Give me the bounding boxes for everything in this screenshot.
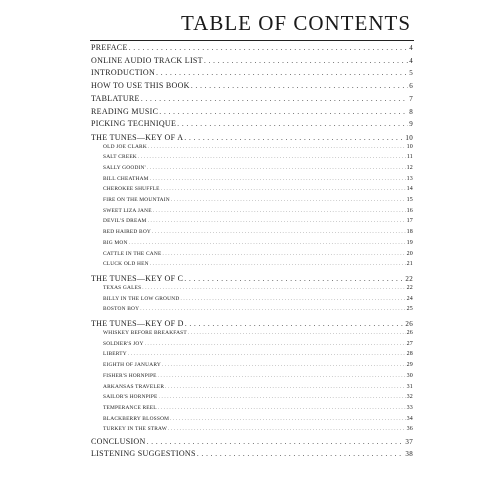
toc-page-number: 34	[406, 415, 413, 422]
dot-leader	[152, 229, 406, 235]
toc-tune-entry[interactable]	[91, 176, 413, 182]
dot-leader	[159, 107, 408, 116]
toc-entry-label: PREFACE	[91, 43, 128, 52]
toc-section-entry[interactable]	[91, 437, 413, 446]
dot-leader	[150, 261, 406, 267]
toc-page-number: 15	[406, 197, 413, 203]
toc-page-number: 9	[409, 120, 413, 129]
toc-tune-entry[interactable]	[91, 208, 413, 214]
toc-page-number: 24	[406, 295, 413, 302]
toc-entry-label: PICKING TECHNIQUE	[91, 119, 177, 129]
toc-page-number: 13	[406, 175, 413, 182]
toc-section-entry[interactable]	[91, 133, 413, 142]
toc-entry-label: BILL CHEATHAM	[103, 175, 149, 182]
dot-leader	[129, 240, 406, 246]
toc-entry-label: CLUCK OLD HEN	[103, 261, 149, 268]
toc-entry-label: WHISKEY BEFORE BREAKFAST	[103, 330, 187, 336]
toc-tune-entry[interactable]	[91, 362, 413, 368]
dot-leader	[191, 81, 408, 90]
toc-entry-label: SALT CREEK	[103, 154, 137, 161]
toc-page-number: 10	[406, 143, 413, 150]
toc-entry-label: READING MUSIC	[91, 106, 159, 116]
title-divider	[90, 40, 414, 41]
dot-leader	[197, 449, 405, 458]
toc-tune-entry[interactable]	[91, 373, 413, 379]
toc-entry-label: OLD JOE CLARK	[103, 143, 147, 150]
toc-entry-label: CHEROKEE SHUFFLE	[103, 186, 160, 193]
dot-leader	[184, 133, 404, 142]
toc-page-number: 22	[406, 285, 413, 291]
toc-page-number: 8	[409, 107, 413, 116]
toc-entry-label: HOW TO USE THIS BOOK	[91, 81, 190, 91]
dot-leader	[148, 218, 406, 224]
toc-page-number: 11	[406, 154, 413, 161]
toc-section-entry[interactable]	[91, 319, 413, 328]
toc-tune-entry[interactable]	[91, 306, 413, 312]
toc-entry-label: TABLATURE	[91, 93, 140, 103]
toc-page-number: 14	[406, 186, 413, 193]
toc-page-number: 33	[406, 404, 413, 411]
toc-entry-label: BOSTON BOY	[103, 306, 140, 313]
page-title: TABLE OF CONTENTS	[181, 11, 411, 35]
toc-section-entry[interactable]	[91, 94, 413, 103]
dot-leader	[168, 426, 406, 432]
toc-tune-entry[interactable]	[91, 341, 413, 347]
toc-tune-entry[interactable]	[91, 405, 413, 411]
toc-tune-entry[interactable]	[91, 285, 413, 291]
toc-page-number: 7	[409, 94, 413, 103]
toc-tune-entry[interactable]	[91, 394, 413, 400]
toc-entry-label: LIBERTY	[103, 351, 127, 358]
dot-leader	[171, 197, 406, 203]
toc-entry-label: RED HAIRED BOY	[103, 229, 152, 236]
dot-leader	[141, 94, 408, 103]
toc-entry-label: SAILOR'S HORNPIPE	[103, 394, 158, 401]
toc-page-number: 37	[405, 438, 413, 446]
toc-section-entry[interactable]	[91, 119, 413, 128]
toc-entry-label: BIG MON	[103, 239, 128, 246]
toc-entry-label: LISTENING SUGGESTIONS	[91, 449, 196, 458]
dot-leader	[162, 251, 405, 257]
dot-leader	[153, 208, 406, 214]
toc-tune-entry[interactable]	[91, 144, 413, 150]
dot-leader	[140, 306, 405, 312]
toc-entry-label: FIRE ON THE MOUNTAIN	[103, 197, 170, 203]
toc-tune-entry[interactable]	[91, 351, 413, 357]
toc-page-number: 25	[406, 306, 413, 313]
dot-leader	[177, 119, 408, 128]
dot-leader	[165, 384, 405, 390]
toc-tune-entry[interactable]	[91, 154, 413, 160]
dot-leader	[147, 437, 405, 446]
toc-page-number: 38	[405, 450, 413, 458]
toc-entry-label: CATTLE IN THE CANE	[103, 250, 162, 257]
toc-tune-entry[interactable]	[91, 296, 413, 302]
toc-tune-entry[interactable]	[91, 384, 413, 390]
dot-leader	[185, 319, 405, 328]
toc-tune-entry[interactable]	[91, 240, 413, 246]
toc-section-entry[interactable]	[91, 274, 413, 283]
toc-entry-label: TEXAS GALES	[103, 285, 142, 291]
toc-page-number: 26	[406, 330, 413, 336]
toc-tune-entry[interactable]	[91, 416, 413, 422]
dot-leader	[147, 165, 406, 171]
toc-section-entry[interactable]	[91, 449, 413, 458]
toc-page-number: 4	[409, 44, 413, 52]
toc-entry-label: INTRODUCTION	[91, 68, 156, 78]
toc-section-entry[interactable]	[91, 68, 413, 77]
dot-leader	[161, 186, 406, 192]
toc-page-number: 22	[405, 275, 413, 283]
toc-page-number: 20	[406, 250, 413, 257]
toc-page-number: 12	[406, 164, 413, 171]
toc-page-number: 30	[406, 372, 413, 379]
dot-leader	[158, 373, 406, 379]
dot-leader	[188, 330, 406, 336]
toc-entry-label: DEVIL'S DREAM	[103, 218, 147, 225]
dot-leader	[158, 405, 406, 411]
toc-entry-label: SALLY GOODIN'	[103, 164, 146, 171]
toc-entry-label: EIGHTH OF JANUARY	[103, 362, 161, 369]
toc-section-entry[interactable]	[91, 56, 413, 65]
toc-tune-entry[interactable]	[91, 218, 413, 224]
toc-tune-entry[interactable]	[91, 261, 413, 267]
toc-section-entry[interactable]	[91, 43, 413, 52]
toc-entry-label: FISHER'S HORNPIPE	[103, 372, 157, 379]
toc-page-number: 36	[406, 426, 413, 433]
toc-page-number: 21	[406, 261, 413, 268]
toc-entry-label: SWEET LIZA JANE	[103, 207, 152, 214]
toc-page-number: 18	[406, 229, 413, 236]
dot-leader	[129, 43, 409, 52]
dot-leader	[184, 274, 404, 283]
toc-tune-entry[interactable]	[91, 186, 413, 192]
toc-page-number: 6	[409, 82, 413, 91]
toc-page-number: 29	[406, 362, 413, 369]
toc-entry-label: CONCLUSION	[91, 437, 146, 446]
dot-leader	[138, 154, 406, 160]
toc-entry-label: ONLINE AUDIO TRACK LIST	[91, 55, 203, 65]
dot-leader	[148, 144, 406, 150]
toc-page-number: 16	[406, 207, 413, 214]
toc-page-number: 28	[406, 351, 413, 358]
toc-page-number: 19	[406, 239, 413, 246]
dot-leader	[170, 416, 405, 422]
toc-entry-label: ARKANSAS TRAVELER	[103, 383, 165, 390]
toc-page-number: 5	[409, 69, 413, 78]
toc-tune-entry[interactable]	[91, 330, 413, 336]
toc-entry-label: BLACKBERRY BLOSSOM	[103, 415, 170, 422]
dot-leader	[145, 341, 406, 347]
toc-tune-entry[interactable]	[91, 165, 413, 171]
toc-entry-label: TURKEY IN THE STRAW	[103, 426, 168, 433]
dot-leader	[162, 362, 406, 368]
dot-leader	[150, 176, 406, 182]
toc-page-number: 27	[406, 340, 413, 347]
toc-tune-entry[interactable]	[91, 197, 413, 203]
toc-page-number: 32	[406, 394, 413, 401]
toc-tune-entry[interactable]	[91, 251, 413, 257]
toc-page-number: 17	[406, 218, 413, 225]
toc-section-entry[interactable]	[91, 107, 413, 116]
toc-entry-label: THE TUNES—KEY OF D	[91, 319, 184, 328]
toc-tune-entry[interactable]	[91, 426, 413, 432]
toc-section-entry[interactable]	[91, 81, 413, 90]
toc-page-number: 4	[409, 56, 413, 65]
toc-page-number: 10	[405, 133, 413, 142]
dot-leader	[156, 68, 408, 77]
dot-leader	[159, 394, 406, 400]
toc-entry-label: TEMPERANCE REEL	[103, 404, 157, 411]
dot-leader	[128, 351, 406, 357]
dot-leader	[142, 285, 405, 291]
toc-entry-label: BILLY IN THE LOW GROUND	[103, 295, 180, 302]
toc-tune-entry[interactable]	[91, 229, 413, 235]
toc-page-number: 26	[405, 320, 413, 328]
dot-leader	[180, 296, 405, 302]
toc-page-number: 31	[406, 383, 413, 390]
dot-leader	[204, 56, 408, 65]
toc-entry-label: THE TUNES—KEY OF C	[91, 274, 184, 283]
toc-entry-label: THE TUNES—KEY OF A	[91, 132, 184, 142]
toc-entry-label: SOLDIER'S JOY	[103, 340, 144, 347]
